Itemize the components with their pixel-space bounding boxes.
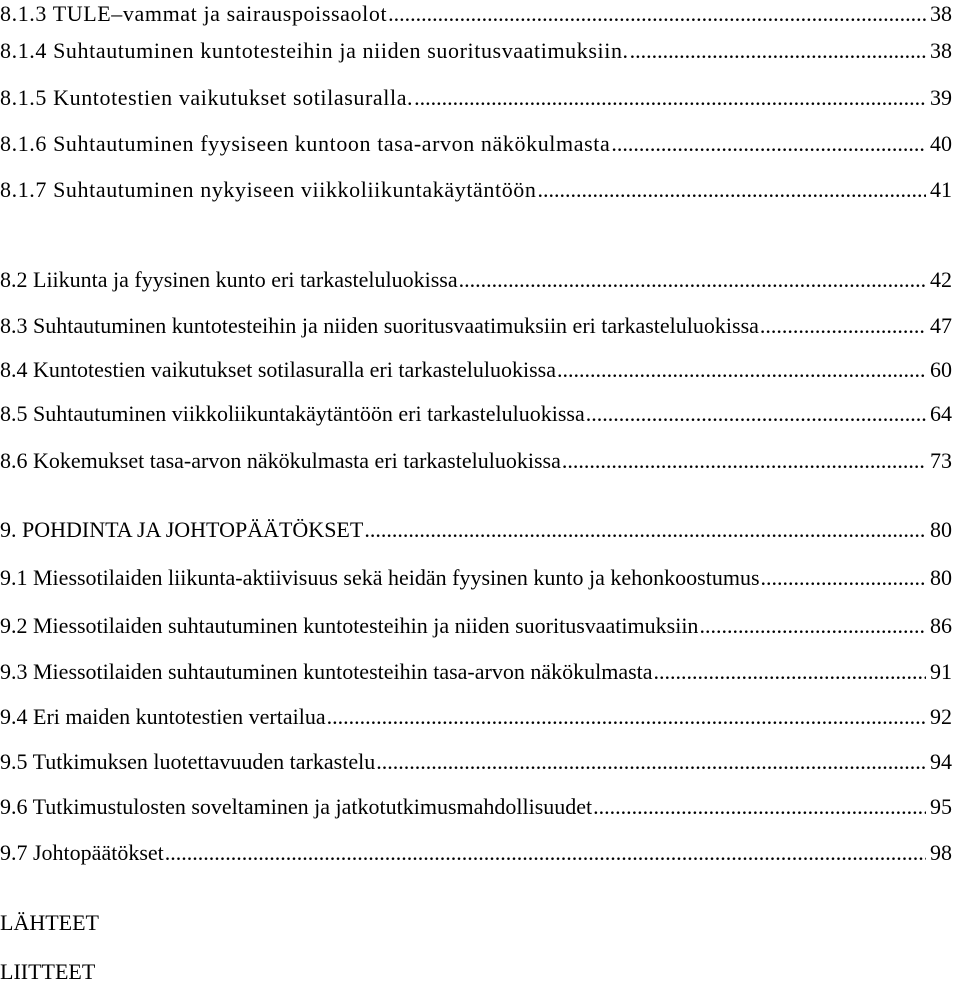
toc-entry-title: 8.1.7 Suhtautuminen nykyiseen viikkoliikuntakäytäntöön — [0, 177, 537, 202]
toc-entry-page: 39 — [930, 85, 952, 110]
toc-entry-9-5[interactable] — [0, 748, 952, 776]
toc-entry-9-3[interactable] — [0, 658, 952, 686]
toc-entry-8-1-7[interactable] — [0, 176, 952, 204]
toc-entry-title: 9.5 Tutkimuksen luotettavuuden tarkastelu — [0, 749, 376, 774]
toc-entry-8-1-3[interactable] — [0, 0, 952, 28]
toc-entry-9-2[interactable] — [0, 612, 952, 640]
dot-leader — [557, 356, 926, 384]
toc-entry-9-6[interactable] — [0, 793, 952, 821]
toc-entry-page: 94 — [930, 749, 952, 774]
toc-entry-title: 9.7 Johtopäätökset — [0, 840, 164, 865]
dot-leader — [562, 447, 926, 475]
toc-entry-page: 38 — [930, 1, 952, 26]
dot-leader — [654, 658, 926, 686]
dot-leader — [459, 266, 926, 294]
toc-entry-page: 38 — [930, 38, 952, 63]
toc-entry-page: 91 — [930, 659, 952, 684]
toc-entry-8-4[interactable] — [0, 356, 952, 384]
toc-entry-page: 86 — [930, 613, 952, 638]
dot-leader — [699, 612, 926, 640]
dot-leader — [611, 130, 926, 158]
dot-leader — [593, 793, 926, 821]
dot-leader — [586, 400, 926, 428]
toc-entry-8-3[interactable] — [0, 312, 952, 340]
toc-entry-8-1-4[interactable] — [0, 37, 952, 65]
dot-leader — [327, 703, 926, 731]
toc-entry-9-1[interactable] — [0, 564, 952, 592]
toc-entry-page: 60 — [930, 357, 952, 382]
toc-entry-title: 9.3 Miessotilaiden suhtautuminen kuntotesteihin tasa-arvon näkökulmasta — [0, 659, 653, 684]
toc-entry-title: 9.4 Eri maiden kuntotestien vertailua — [0, 704, 326, 729]
dot-leader — [388, 0, 926, 28]
toc-entry-page: 73 — [930, 448, 952, 473]
dot-leader — [414, 84, 926, 112]
dot-leader — [761, 564, 926, 592]
toc-entry-8-1-6[interactable] — [0, 130, 952, 158]
toc-entry-page: 42 — [930, 267, 952, 292]
toc-entry-title: 9.2 Miessotilaiden suhtautuminen kuntotesteihin ja niiden suoritusvaatimuksiin — [0, 613, 699, 638]
toc-entry-8-6[interactable] — [0, 447, 952, 475]
toc-entry-8-2[interactable] — [0, 266, 952, 294]
toc-entry-title: 9. POHDINTA JA JOHTOPÄÄTÖKSET — [0, 517, 364, 542]
toc-entry-page: 47 — [930, 313, 952, 338]
dot-leader — [630, 37, 926, 65]
toc-entry-title: 8.1.4 Suhtautuminen kuntotesteihin ja niiden suoritusvaatimuksiin. — [0, 38, 629, 63]
toc-entry-page: 80 — [930, 565, 952, 590]
toc-entry-8-1-5[interactable] — [0, 84, 952, 112]
toc-entry-references[interactable]: LÄHTEET — [0, 910, 99, 935]
toc-entry-title: 8.4 Kuntotestien vaikutukset sotilasuralla eri tarkasteluluokissa — [0, 357, 556, 382]
toc-entry-9[interactable] — [0, 516, 952, 544]
toc-entry-title: 8.6 Kokemukset tasa-arvon näkökulmasta eri tarkasteluluokissa — [0, 448, 561, 473]
dot-leader — [760, 312, 926, 340]
dot-leader — [376, 748, 926, 776]
toc-entry-title: 8.5 Suhtautuminen viikkoliikuntakäytäntöön eri tarkasteluluokissa — [0, 401, 585, 426]
toc-entry-page: 80 — [930, 517, 952, 542]
toc-entry-page: 95 — [930, 794, 952, 819]
toc-entry-page: 40 — [930, 131, 952, 156]
toc-entry-page: 41 — [930, 177, 952, 202]
toc-entry-title: 9.1 Miessotilaiden liikunta-aktiivisuus sekä heidän fyysinen kunto ja kehonkoostumus — [0, 565, 760, 590]
toc-entry-title: 8.3 Suhtautuminen kuntotesteihin ja niiden suoritusvaatimuksiin eri tarkasteluluokissa — [0, 313, 759, 338]
toc-entry-9-7[interactable] — [0, 839, 952, 867]
toc-entry-9-4[interactable] — [0, 703, 952, 731]
toc-entry-title: 8.1.3 TULE–vammat ja sairauspoissaolot — [0, 1, 388, 26]
dot-leader — [364, 516, 926, 544]
toc-entry-8-5[interactable] — [0, 400, 952, 428]
toc-entry-title: 8.1.5 Kuntotestien vaikutukset sotilasuralla. — [0, 85, 414, 110]
dot-leader — [538, 176, 926, 204]
dot-leader — [165, 839, 926, 867]
toc-entry-title: 8.1.6 Suhtautuminen fyysiseen kuntoon tasa-arvon näkökulmasta — [0, 131, 611, 156]
toc-entry-appendices[interactable]: LIITTEET — [0, 959, 96, 984]
toc-entry-title: 9.6 Tutkimustulosten soveltaminen ja jatkotutkimusmahdollisuudet — [0, 794, 593, 819]
toc-entry-title: 8.2 Liikunta ja fyysinen kunto eri tarkasteluluokissa — [0, 267, 458, 292]
toc-entry-page: 98 — [930, 840, 952, 865]
toc-entry-page: 92 — [930, 704, 952, 729]
toc-entry-page: 64 — [930, 401, 952, 426]
